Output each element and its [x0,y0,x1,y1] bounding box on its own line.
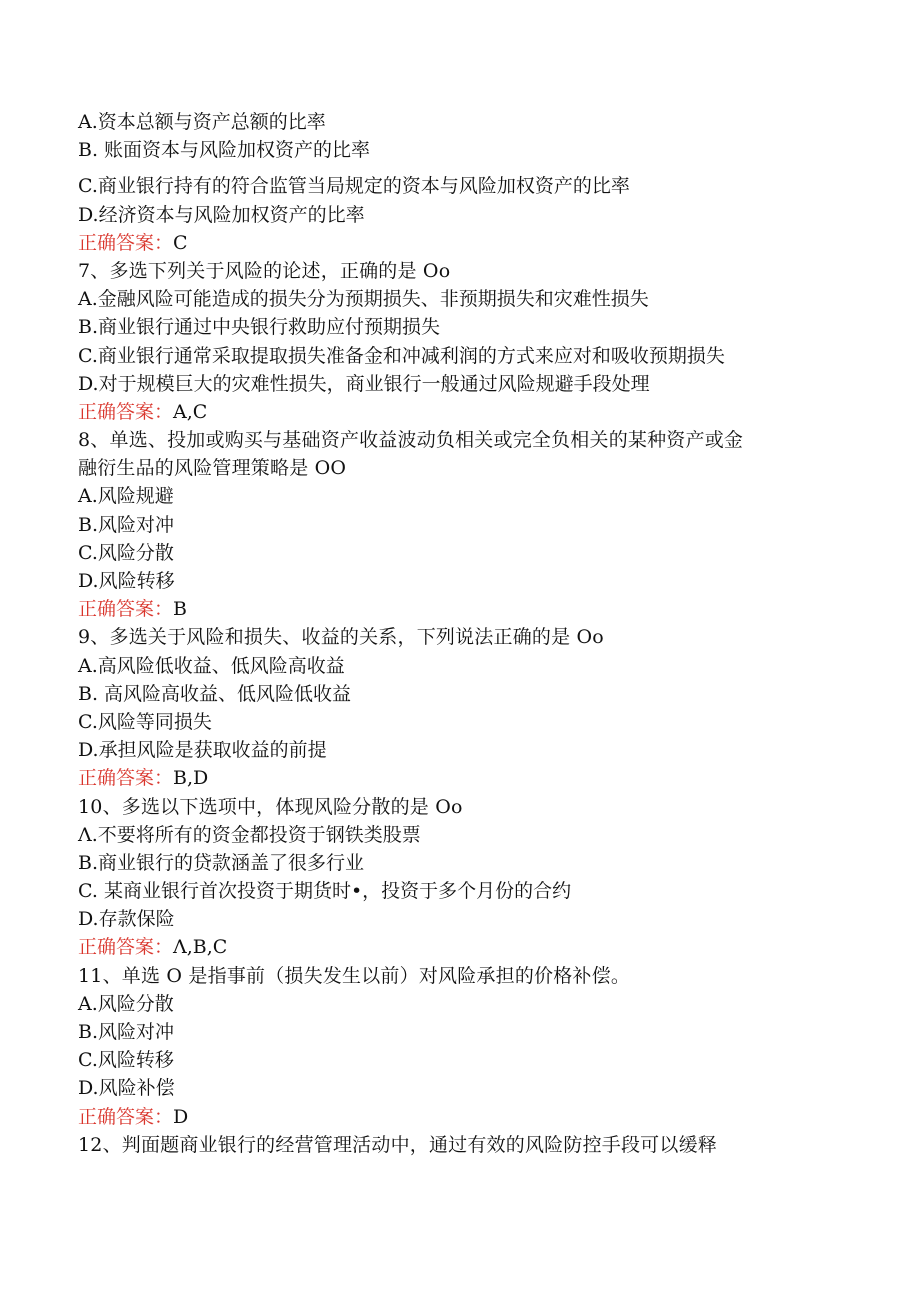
question-text: 7、多选下列关于风险的论述，正确的是 Oo [78,259,451,282]
answer-option: D.存款保险 [78,908,175,931]
answer-option: B.商业银行通过中央银行救助应付预期损失 [78,316,441,339]
correct-answer [78,933,878,961]
answer-value: B,D [173,767,209,790]
question-text: 10、多选以下选项中，体现风险分散的是 Oo [78,795,463,818]
answer-value: D [173,1105,189,1128]
answer-option: D.对于规模巨大的灾难性损失，商业银行一般通过风险规避手段处理 [78,372,650,395]
question-text: 11、单选 O 是指事前（损失发生以前）对风险承担的价格补偿。 [78,964,631,987]
correct-answer [78,764,878,792]
answer-label: 正确答案： [78,231,174,254]
answer-option: C.风险分散 [78,541,174,564]
answer-label: 正确答案： [78,767,174,790]
answer-option: D.承担风险是获取收益的前提 [78,739,327,762]
answer-option: A.高风险低收益、低风险高收益 [78,654,345,677]
answer-value: B [173,598,187,621]
answer-label: 正确答案： [78,400,174,423]
answer-label: 正确答案： [78,598,174,621]
answer-value: A,C [173,400,208,423]
paragraph-gap [78,164,878,172]
answer-option: B. 账面资本与风险加权资产的比率 [78,139,371,162]
answer-option: D.风险转移 [78,570,175,592]
document-body [78,108,878,1159]
correct-answer [78,1103,878,1131]
answer-option: D.经济资本与风险加权资产的比率 [78,203,365,226]
correct-answer [78,595,878,623]
question-text: 9、多选关于风险和损失、收益的关系，下列说法正确的是 Oo [78,626,604,649]
question-text: 融衍生品的风险管理策略是 OO [78,457,347,480]
answer-label: 正确答案： [78,1105,174,1128]
answer-option: B.风险对冲 [78,513,175,536]
answer-value: C [173,231,188,254]
answer-option: C.风险等同损失 [78,710,212,733]
answer-label: 正确答案： [78,936,174,959]
answer-option: C.商业银行持有的符合监管当局规定的资本与风险加权资产的比率 [78,175,630,198]
correct-answer [78,229,878,257]
answer-option: B.风险对冲 [78,1021,175,1043]
answer-option: C.商业银行通常采取提取损失准备金和冲减利润的方式来应对和吸收预期损失 [78,344,725,367]
question-text: 12、判面题商业银行的经营管理活动中，通过有效的风险防控手段可以缓释 [78,1133,717,1156]
correct-answer [78,398,878,426]
answer-option: A.风险规避 [78,485,174,508]
answer-option: B. 高风险高收益、低风险低收益 [78,682,352,705]
answer-option: A.金融风险可能造成的损失分为预期损失、非预期损失和灾难性损失 [78,288,649,311]
answer-option: A.风险分散 [78,992,174,1015]
answer-option: A.资本总额与资产总额的比率 [78,111,326,133]
answer-option: C. 某商业银行首次投资于期货时•，投资于多个月份的合约 [78,880,572,903]
answer-option: C.风险转移 [78,1049,174,1072]
answer-option: B.商业银行的贷款涵盖了很多行业 [78,851,365,874]
answer-value: Λ,B,C [173,936,228,959]
question-text: 8、单选、投加或购买与基础资产收益波动负相关或完全负相关的某种资产或金 [78,429,744,452]
answer-option: D.风险补偿 [78,1077,175,1100]
answer-option: Λ.不要将所有的资金都投资于钢铁类股票 [78,823,421,846]
